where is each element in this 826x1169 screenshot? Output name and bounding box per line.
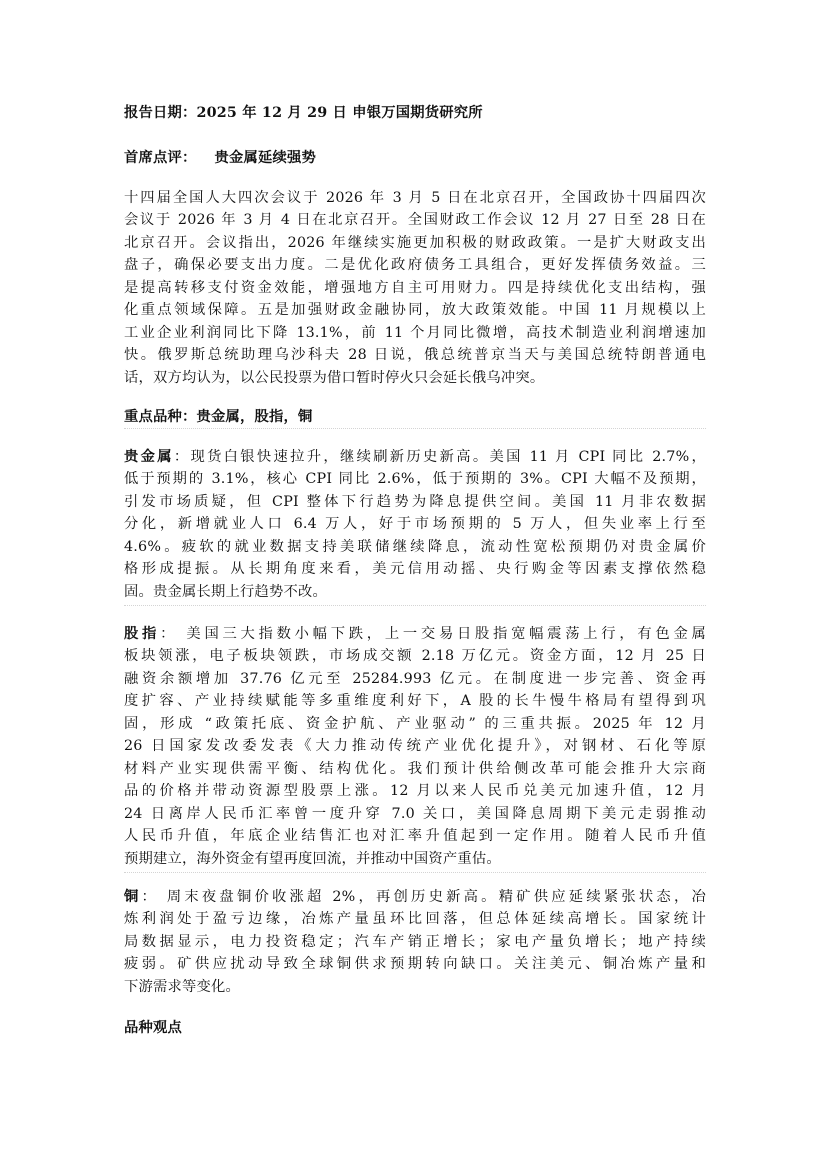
precious-metals-label: 贵金属 (124, 449, 174, 465)
stock-index-label: 股指 (124, 626, 161, 642)
copper-line: 铜： 周末夜盘铜价收涨超 2%，再创历史新高。精矿供应延续紧张状态，冶 (124, 889, 706, 905)
key-varieties-label: 重点品种： (124, 409, 197, 425)
report-date-line: 报告日期：2025 年 12 月 29 日 申银万国期货研究所 (124, 105, 483, 121)
chief-comment-heading (124, 147, 316, 167)
precious-metals-line: 4.6%。疲软的就业数据支持美联储继续降息，流动性宽松预期仍对贵金属价 (124, 539, 706, 555)
stock-index-line: 26 日国家发改委发表《大力推动传统产业优化提升》，对钢材、石化等原 (124, 738, 706, 754)
variety-view-heading: 品种观点 (124, 1020, 182, 1036)
chief-comment-title: 贵金属延续强势 (214, 150, 316, 166)
section-divider (124, 872, 706, 873)
key-varieties-heading (124, 406, 312, 426)
summary-line: 工业企业利润同比下降 13.1%，前 11 个月同比微增，高技术制造业利润增速加 (124, 325, 706, 341)
stock-index-line: 固，形成 “政策托底、资金护航、产业驱动” 的三重共振。2025 年 12 月 (124, 716, 706, 732)
precious-metals-line: 格形成提振。从长期角度来看，美元信用动摇、央行购金等因素支撑依然稳 (124, 561, 706, 577)
copper-line: 炼利润处于盈亏边缘，冶炼产量虽环比回落，但总体延续高增长。国家统计 (124, 911, 706, 927)
stock-index-line: 股指： 美国三大指数小幅下跌，上一交易日股指宽幅震荡上行，有色金属 (124, 626, 706, 642)
summary-line: 北京召开。会议指出，2026 年继续实施更加积极的财政政策。一是扩大财政支出 (124, 235, 706, 251)
precious-metals-line: 固。贵金属长期上行趋势不改。 (124, 584, 327, 600)
precious-metals-line: 低于预期的 3.1%，核心 CPI 同比 2.6%，低于预期的 3%。CPI 大幅不及预期， (124, 471, 706, 487)
copper-line: 下游需求等变化。 (124, 979, 240, 995)
copper-label: 铜 (124, 889, 142, 905)
stock-index-line: 度扩容、产业持续赋能等多重维度利好下，A 股的长牛慢牛格局有望得到巩 (124, 693, 706, 709)
stock-index-line: 材料产业实现供需平衡、结构优化。我们预计供给侧改革可能会推升大宗商 (124, 761, 706, 777)
copper-line: 局数据显示，电力投资稳定；汽车产销正增长；家电产量负增长；地产持续 (124, 934, 706, 950)
stock-index-line: 板块领涨，电子板块领跌，市场成交额 2.18 万亿元。资金方面，12 月 25 日 (124, 648, 706, 664)
stock-index-line: 24 日离岸人民币汇率曾一度升穿 7.0 关口，美国降息周期下美元走弱推动 (124, 806, 706, 822)
stock-index-line: 品的价格并带动资源型股票上涨。12 月以来人民币兑美元加速升值，12 月 (124, 783, 706, 799)
precious-metals-line: 引发市场质疑，但 CPI 整体下行趋势为降息提供空间。美国 11 月非农数据 (124, 494, 706, 510)
precious-metals-line: 分化，新增就业人口 6.4 万人，好于市场预期的 5 万人，但失业率上行至 (124, 516, 706, 532)
section-divider (124, 428, 706, 429)
summary-line: 十四届全国人大四次会议于 2026 年 3 月 5 日在北京召开，全国政协十四届四次 (124, 190, 706, 206)
stock-index-line: 预期建立，海外资金有望再度回流，并推动中国资产重估。 (124, 851, 501, 867)
key-varieties-value: 贵金属，股指，铜 (196, 409, 313, 425)
summary-line: 话，双方均认为，以公民投票为借口暂时停火只会延长俄乌冲突。 (124, 370, 545, 386)
summary-line: 化重点领域保障。五是加强财政金融协同，放大政策效能。中国 11 月规模以上 (124, 302, 706, 318)
chief-comment-label: 首席点评： (124, 150, 197, 166)
section-divider (124, 605, 706, 606)
stock-index-line: 人民币升值，年底企业结售汇也对汇率升值起到一定作用。随着人民币升值 (124, 828, 706, 844)
copper-line: 疲弱。矿供应扰动导致全球铜供求预期转向缺口。关注美元、铜冶炼产量和 (124, 956, 706, 972)
summary-line: 盘子，确保必要支出力度。二是优化政府债务工具组合，更好发挥债务效益。三 (124, 257, 706, 273)
precious-metals-line: 贵金属：现货白银快速拉升，继续刷新历史新高。美国 11 月 CPI 同比 2.7%， (124, 449, 706, 465)
summary-line: 是提高转移支付资金效能，增强地方自主可用财力。四是持续优化支出结构，强 (124, 280, 706, 296)
summary-line: 快。俄罗斯总统助理乌沙科夫 28 日说，俄总统普京当天与美国总统特朗普通电 (124, 347, 706, 363)
summary-line: 会议于 2026 年 3 月 4 日在北京召开。全国财政工作会议 12 月 27 日至 28 日在 (124, 212, 706, 228)
stock-index-line: 融资余额增加 37.76 亿元至 25284.993 亿元。在制度进一步完善、资金再 (124, 671, 706, 687)
